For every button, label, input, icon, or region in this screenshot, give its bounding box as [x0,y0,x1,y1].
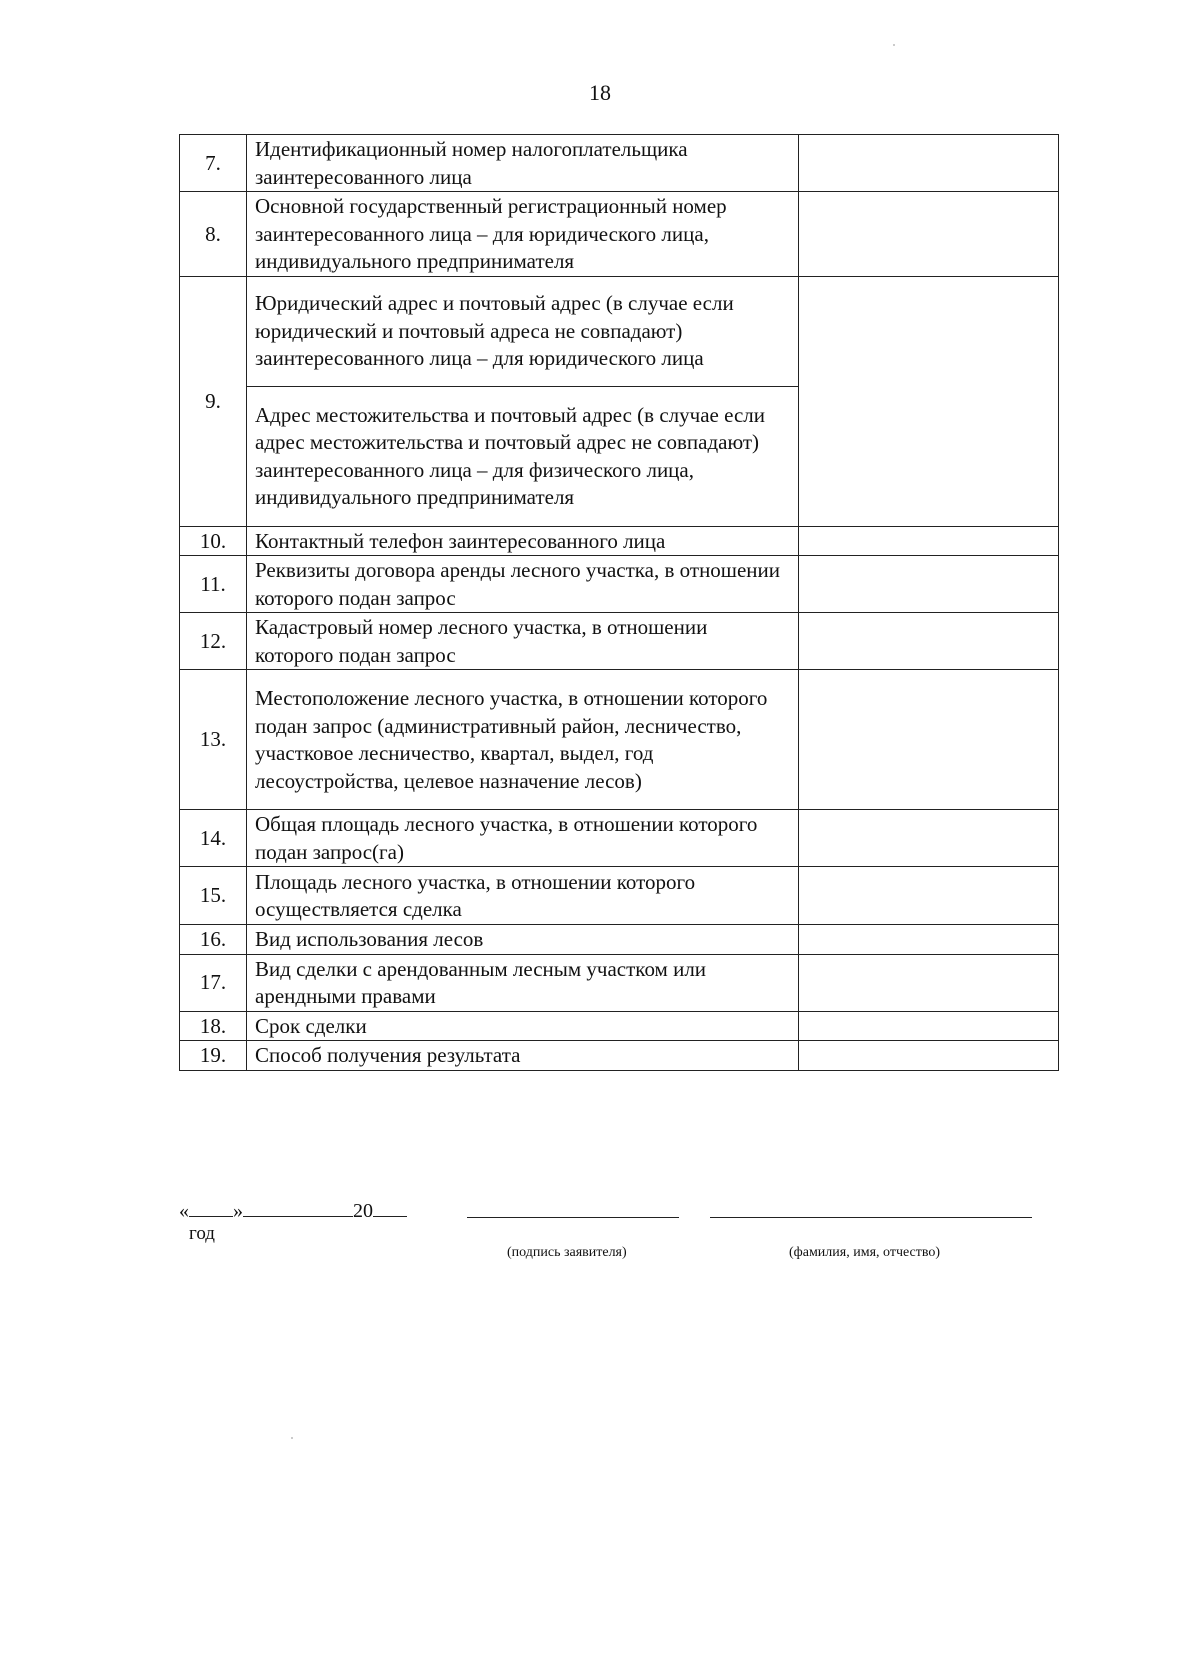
row-value-field[interactable] [799,954,1059,1011]
row-number: 9. [180,276,247,526]
row-value-field[interactable] [799,1011,1059,1041]
date-fill-line [179,1196,407,1223]
close-quote: » [233,1200,243,1222]
application-form-table [179,134,1059,1071]
row-value-field[interactable] [799,613,1059,670]
row-number: 14. [180,810,247,867]
month-blank[interactable] [243,1196,353,1217]
row-label: Идентификационный номер налогоплательщика заинтересованного лица [247,135,799,192]
row-value-field[interactable] [799,276,1059,526]
row-number: 12. [180,613,247,670]
row-number: 8. [180,192,247,277]
row-label: Площадь лесного участка, в отношении которого осуществляется сделка [247,867,799,925]
table-row [180,1011,1059,1041]
row-label: Вид использования лесов [247,925,799,955]
row-label: Срок сделки [247,1011,799,1041]
table-row [180,810,1059,867]
row-label: Реквизиты договора аренды лесного участка, в отношении которого подан запрос [247,556,799,613]
row-label: Кадастровый номер лесного участка, в отношении которого подан запрос [247,613,799,670]
table-row [180,192,1059,277]
signature-caption: (подпись заявителя) [507,1245,627,1260]
row-number: 13. [180,670,247,810]
scan-speck [893,44,895,46]
century-prefix: 20 [353,1200,373,1222]
row-label: Вид сделки с арендованным лесным участком или арендными правами [247,954,799,1011]
row-value-field[interactable] [799,810,1059,867]
row-label: Контактный телефон заинтересованного лица [247,526,799,556]
table-row [180,135,1059,192]
signature-line[interactable] [467,1217,679,1218]
table-row [180,613,1059,670]
row-value-field[interactable] [799,867,1059,925]
table-row [180,1041,1059,1071]
year-blank[interactable] [373,1196,407,1217]
table-row [180,526,1059,556]
year-label: год [189,1223,215,1244]
row-label: Местоположение лесного участка, в отношении которого подан запрос (административный район, лесничество, участковое лесничество, квартал, выдел, год лесоустройства, целевое назначение лесов) [247,670,799,810]
table-row [180,954,1059,1011]
row-value-field[interactable] [799,135,1059,192]
row-value-field[interactable] [799,526,1059,556]
row-number: 17. [180,954,247,1011]
row-label: Основной государственный регистрационный номер заинтересованного лица – для юридического лица, индивидуального предпринимателя [247,192,799,277]
open-quote: « [179,1200,189,1222]
table-row [180,670,1059,810]
full-name-caption: (фамилия, имя, отчество) [789,1245,941,1260]
row-number: 15. [180,867,247,925]
row-number: 10. [180,526,247,556]
row-label: Адрес местожительства и почтовый адрес (в случае если адрес местожительства и почтовый адрес не совпадают) заинтересованного лица – для физического лица, индивидуального предпринимателя [247,386,799,526]
row-value-field[interactable] [799,192,1059,277]
table-row [180,276,1059,386]
full-name-line[interactable] [710,1217,1032,1218]
day-blank[interactable] [189,1196,233,1217]
row-label: Общая площадь лесного участка, в отношении которого подан запрос(га) [247,810,799,867]
table-row [180,925,1059,955]
row-label: Юридический адрес и почтовый адрес (в случае если юридический и почтовый адреса не совпадают) заинтересованного лица – для юридического лица [247,276,799,386]
row-number: 7. [180,135,247,192]
row-number: 16. [180,925,247,955]
table-row [180,867,1059,925]
row-number: 18. [180,1011,247,1041]
row-value-field[interactable] [799,925,1059,955]
scan-speck [291,1437,293,1439]
page-number: 18 [589,80,611,105]
row-number: 19. [180,1041,247,1071]
table-row [180,556,1059,613]
row-value-field[interactable] [799,670,1059,810]
row-label: Способ получения результата [247,1041,799,1071]
row-number: 11. [180,556,247,613]
row-value-field[interactable] [799,556,1059,613]
row-value-field[interactable] [799,1041,1059,1071]
